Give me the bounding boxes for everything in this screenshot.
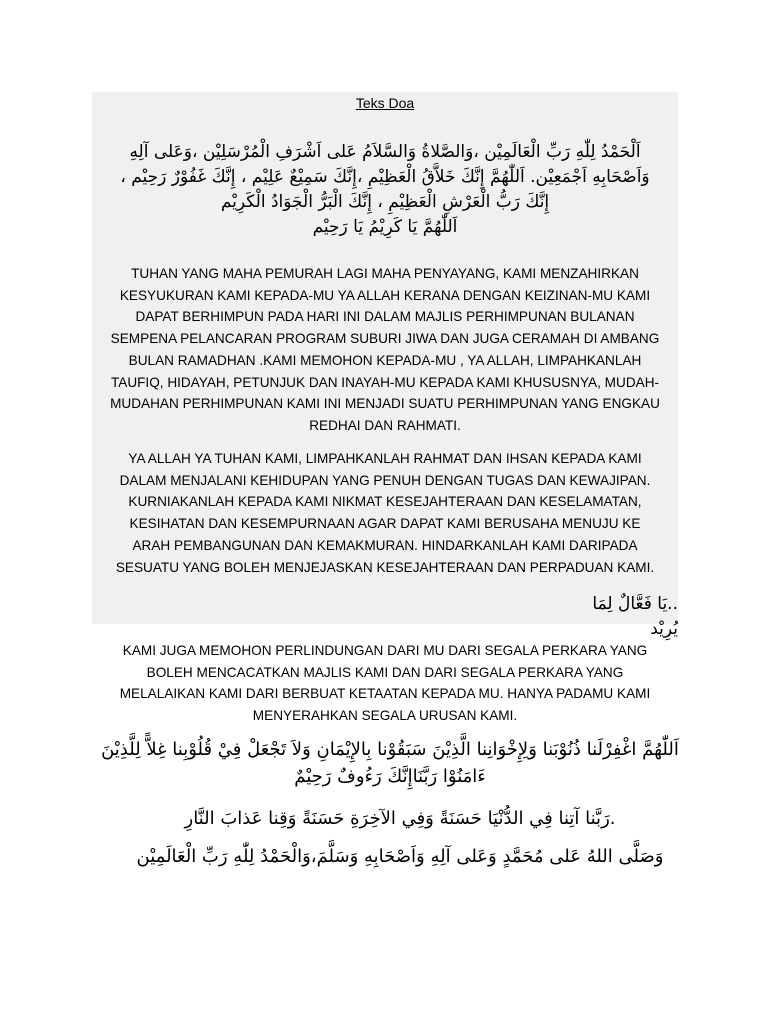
text-line: KESYUKURAN KAMI KEPADA-MU YA ALLAH KERANA DENGAN KEIZINAN-MU KAMI bbox=[119, 287, 651, 303]
closing-arabic-forgiveness bbox=[90, 736, 690, 790]
text-line: KURNIAKANLAH KEPADA KAMI NIKMAT KESEJAHTERAAN DAN KESELAMATAN, bbox=[128, 494, 642, 510]
text-line: DALAM MENJALANI KEHIDUPAN YANG PENUH DENGAN TUGAS DAN KEWAJIPAN. bbox=[119, 472, 651, 488]
arabic-line: وَاَصْحَابِهِ اَجْمَعِيْن. اَللّٰهُمَّ إِنَّكَ خَلاَّقُ الْعَظِيْمِ ،إِنَّكَ سَمِيْعٌ عَلِيْم ، إِنَّكَ غَفُوْرٌ رَحِيْم ، bbox=[120, 167, 650, 187]
short-arabic-text: ..يَا فَعَّالٌ لِمَا يُرِيْد bbox=[592, 594, 678, 639]
paragraph-protection bbox=[60, 640, 710, 727]
arabic-line: إِنَّكَ رَبُّ الْعَرْشِ الْعَظِيْمِ ، إِنَّكَ الْبَرُّ الْجَوَادُ الْكَرِيْم bbox=[220, 192, 550, 212]
text-line: BULAN RAMADHAN .KAMI MEMOHON KEPADA-MU , YA ALLAH, LIMPAHKANLAH bbox=[128, 352, 642, 368]
text-line: BOLEH MENCACATKAN MAJLIS KAMI DAN DARI SEGALA PERKARA YANG bbox=[146, 664, 624, 680]
text-line: YA ALLAH YA TUHAN KAMI, LIMPAHKANLAH RAHMAT DAN IHSAN KEPADA KAMI bbox=[128, 451, 642, 466]
text-line: REDHAI DAN RAHMATI. bbox=[309, 417, 461, 433]
arabic-line: اَللّٰهُمَّ يَا كَرِيْمُ يَا رَحِيْم bbox=[312, 217, 458, 237]
paragraph-thanksgiving bbox=[92, 263, 678, 437]
text-line: ARAH PEMBANGUNAN DAN KEMAKMURAN. HINDARKANLAH KAMI DARIPADA bbox=[132, 537, 638, 553]
arabic-line: اَللّٰهُمَّ اغْفِرْلَنا ذُنُوْبَنا وَلِإِخْوَانِنا الَّذِيْنَ سَبَقُوْنا بِالإِيْمَانِ وَلاَ تَجْعَلْ فِيْ قُلُوْبِنا غِلاًّ لِلَّذِيْنَ bbox=[101, 739, 679, 760]
arabic-line: وَصَلَّى اللهُ عَلى مُحَمَّدٍ وَعَلى آلِهِ وَاَصْحَابِهِ وَسَلَّمَ،وَالْحَمْدُ لِلّٰهِ رَبِّ الْعَالَمِيْن bbox=[136, 846, 664, 867]
text-line: DAPAT BERHIMPUN PADA HARI INI DALAM MAJLIS PERHIMPUNAN BULANAN bbox=[135, 309, 635, 325]
text-line: KAMI JUGA MEMOHON PERLINDUNGAN DARI MU DARI SEGALA PERKARA YANG bbox=[122, 643, 648, 658]
text-line: SESUATU YANG BOLEH MENJEJASKAN KESEJAHTERAAN DAN PERPADUAN KAMI. bbox=[115, 559, 655, 575]
arabic-line: ءَامَنُوْا رَبَّنَاإِنَّكَ رَءُوفٌ رَحِيْمٌ bbox=[294, 766, 486, 787]
text-line: TUHAN YANG MAHA PEMURAH LAGI MAHA PENYAYANG, KAMI MENZAHIRKAN bbox=[131, 266, 639, 281]
arabic-line: .رَبَّنا آتِنا فِي الدُّنْيَا حَسَنَةً وَفِي الآخِرَةِ حَسَنَةً وَقِنا عَذابَ النَّارِ bbox=[184, 808, 616, 829]
closing-arabic-salawat bbox=[100, 844, 700, 869]
text-line: MENYERAHKAN SEGALA URUSAN KAMI. bbox=[252, 708, 518, 724]
arabic-line: اَلْحَمْدُ لِلّٰهِ رَبِّ الْعَالَمِيْن ،وَالصَّلاةُ وَالسَّلاَمُ عَلى اَشْرَفِ الْمُرْسَلِيْن ،وَعَلى آلِهِ bbox=[129, 142, 641, 162]
paragraph-blessing bbox=[92, 448, 678, 578]
text-line: KESIHATAN DAN KESEMPURNAAN AGAR DAPAT KAMI BERUSAHA MENUJU KE bbox=[129, 516, 641, 532]
text-line: MELALAIKAN KAMI DARI BERBUAT KETAATAN KEPADA MU. HANYA PADAMU KAMI bbox=[119, 686, 651, 702]
closing-arabic-rabbana bbox=[100, 806, 700, 831]
text-line: SEMPENA PELANCARAN PROGRAM SUBURI JIWA DAN JUGA CERAMAH DI AMBANG bbox=[110, 331, 660, 347]
opening-arabic-text bbox=[100, 140, 670, 240]
text-line: TAUFIQ, HIDAYAH, PETUNJUK DAN INAYAH-MU KEPADA KAMI KHUSUSNYA, MUDAH- bbox=[110, 374, 660, 390]
text-line: MUDAHAN PERHIMPUNAN KAMI INI MENJADI SUATU PERHIMPUNAN YANG ENGKAU bbox=[110, 396, 660, 412]
page-title: Teks Doa bbox=[355, 95, 415, 111]
